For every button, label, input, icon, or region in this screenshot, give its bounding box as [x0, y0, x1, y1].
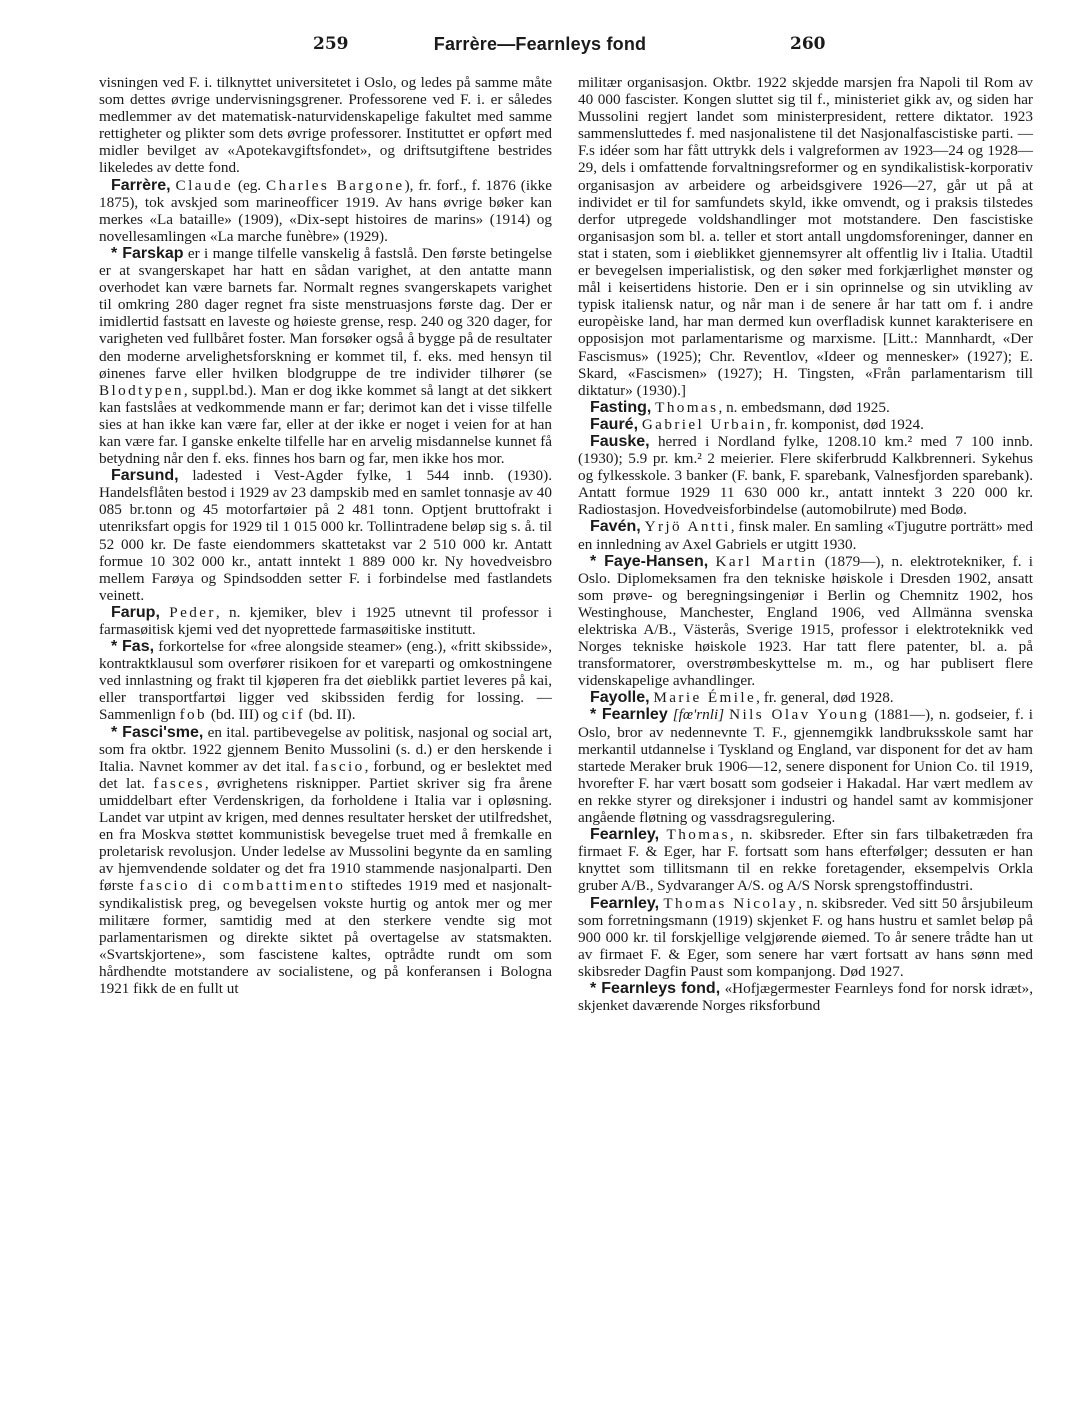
headword: Fearnley,: [590, 894, 660, 912]
spaced-name: Marie Émile: [653, 689, 757, 707]
entry-text: forkortelse for «free alongside steamer» (eng.), «fritt skibsside», kontraktklausul som overfører risikoen for et vareparti og omkostningene ved innlastning og frakt til kjøperen fra det øieblikk partiet leveres på kai, eller transportfartøi ligger ved skibssiden ferdig for lossing. — Sammenlign: [99, 638, 553, 724]
spaced-name: Peder: [169, 603, 216, 621]
entry-text: , forbund, og er beslektet med det lat.: [99, 757, 552, 792]
entry-farskap: [99, 245, 552, 467]
headword: Farsund,: [111, 467, 179, 485]
entry-text: «Hofjægermester Fearnleys fond for norsk idræt», skjenket daværende Norges riksforbund: [578, 979, 1034, 1015]
entry-text: , fr. komponist, død 1924.: [766, 415, 924, 433]
entry-faure: [578, 416, 1033, 433]
cross-reference: cif: [281, 706, 305, 724]
entry-fearnley-thomas-nicolay: [578, 895, 1033, 980]
spaced-term: fascio: [314, 757, 365, 775]
headword: * Fasci'sme,: [111, 723, 204, 741]
spaced-name: Nils Olav Young: [729, 706, 870, 724]
cross-reference: fob: [179, 706, 208, 724]
spaced-name: Karl Martin: [715, 552, 818, 570]
entry-text: , n. skibsreder. Efter sin fars tilbaketræden fra firmaet F. & Eger, har F. fortsatt som hans efterfølger; dessuten er han knyttet som tillitsmann til en rekke foretagender, eksempelvis Orkla gruber A/B., Sydvaranger A/S. og A/S Norsk sprengstoffindustri.: [578, 826, 1034, 895]
headword: Farup,: [111, 603, 160, 621]
entry-text: (bd. III) og: [207, 706, 282, 724]
entry-text: stiftedes 1919 med et nasjonalt-syndikalistisk preg, og bevegelsen vokste hurtig og antok mer og mer militære former, samtidig med at den sterkere vendte sig mot parlamentarismen og direkte siktet på overtagelse av statsmakten. «Svartskjortene», som fascistene kaltes, optrådte rundt om som hårdhendte motstandere av socialistene, og på konferansen i Bologna 1921 fikk de en fullt ut: [99, 877, 552, 997]
headword: * Fearnley: [590, 706, 668, 724]
headword: Fauske,: [590, 432, 650, 450]
entry-fasting: [578, 399, 1033, 416]
headword: Favén,: [590, 518, 641, 536]
headword: * Farskap: [111, 244, 184, 262]
spaced-term: fascio di combattimento: [139, 877, 346, 895]
entry-fearnley-nils: [578, 706, 1033, 826]
cross-reference: Blodtypen: [99, 381, 184, 399]
headword: Fauré,: [590, 415, 639, 433]
entry-fayolle: [578, 689, 1033, 706]
headword: Farrère,: [111, 176, 171, 194]
headword: * Faye-Hansen,: [590, 552, 709, 570]
phonetic-transcription: [fœ'rnli]: [672, 706, 725, 724]
entry-fas: [99, 638, 552, 723]
entry-faye-hansen: [578, 553, 1033, 690]
entry-fearnleys-fond: [578, 980, 1033, 1014]
entry-text: (1881—), n. godseier, f. i Oslo, bror av nedennevnte T. F., gjennemgikk landbruksskole samt har merkantil utdannelse i Tyskland og England, var disponent for det av ham startede Meraker bruk 1906—12, senere disponent for Union Co. til 1919, hvorefter F. har vært bosatt som godseier i Hakadal. Har vært medlem av en rekke styrer og direksjoner i industri og handel samt av kommisjoner angående fløtning og vassdragsregulering.: [578, 706, 1034, 827]
entry-text: (bd. II).: [304, 706, 356, 724]
entry-text: militær organisasjon. Oktbr. 1922 skjedde marsjen fra Napoli til Rom av 40 000 fascister. Kongen sluttet sig til f., ministeriet gikk av, og siden har Mussolini regjert landet som ministerpresident, rettere diktator. 1923 sammensluttedes f. med nasjonalistene til det Nasjonalfascistiske parti. — F.s idéer som har fått uttrykk dels i valgreformen av 1923—24 og 1928—29, dels i omfattende forvaltningsreformer og en syndikalistisk-korporativ organisasjon av arbeidere og arbeidsgivere 1926—27, går ut på at individet er til for samfundets skyld, ikke omvendt, og i praksis tilstedes derfor utpregede voldshandlinger mot motstandere. Den fascistiske organisasjon som bl. a. teller et stort antall ungdomsforeninger, danner en stat i staten, som i øieblikket gjennemsyrer alt offentlig liv i Italia. Utadtil er bevegelsen imperialistisk, og den søker med forkjærlighet mønster og mål i keisertidens historie. Den er i sin oprinnelse og sin utvikling av typisk italiensk natur, og når man i de senere år har tatt om f. i andre europèiske land, har man dermed kun overfladisk kunnet karakterisere en opposisjon mot parlamentarisme og marxisme. [Litt.: Mannhardt, «Der Fascismus» (1925); Chr. Reventlov, «Ideer og mennesker» (1927); E. Skard, «Fascismen» (1927); H. Tingsten, «Från parlamentarism till diktatur» (1930).]: [578, 74, 1033, 399]
entry-faven: [578, 518, 1033, 552]
left-column: [99, 74, 552, 997]
entry-fascisme: [99, 724, 552, 998]
spaced-name: Yrjö Antti: [644, 518, 731, 536]
headword: Fayolle,: [590, 689, 650, 707]
entry-farup: [99, 604, 552, 638]
spaced-term: fasces: [153, 774, 205, 792]
entry-text: , finsk maler. En samling «Tjugutre porträtt» med en innledning av Axel Gabriels er utgitt 1930.: [578, 518, 1034, 553]
spaced-name: Thomas: [655, 398, 719, 416]
entry-text: ladested i Vest-Agder fylke, 1 544 innb. (1930). Handelsflåten bestod i 1929 av 23 dampskib med en samlet tonnasje av 40 085 br.tonn og 45 motorfartøier på 2 481 tonn. Optjent bruttofrakt i utenriksfart opgis for 1929 til 1 015 000 kr. Tollintradene beløp sig s. å. til 52 000 kr. De faste eiendommers skattetakst var 2 510 000 kr. Antatt formue 10 302 000 kr., antatt inntekt 1 889 000 kr. Ny hovedveisbro mellem Farøya og Spindsodden setter F. i forbindelse med fastlandets veinett.: [99, 467, 552, 604]
spaced-name: Charles Bargone: [266, 176, 405, 194]
entry-text: ), fr. forf., f. 1876 (ikke 1875), tok avskjed som marineofficer 1919. Av hans øvrige bøker kan merkes «La bataille» (1909), «Dix-sept histoires de marins» (1914) og novellesamlingen «La marche funèbre» (1929).: [99, 176, 552, 245]
entry-continuation: [99, 74, 552, 177]
entry-text: , n. skibsreder. Ved sitt 50 årsjubileum som forretningsmann (1919) skjenket F. og hans hustru et samlet beløp på 900 000 kr. til forskjellige velgjørende øiemed. To år senere trådte han ut av firmaet F. & Eger, som senere har vært fortsatt av hans sønn med skibsreder Dagfin Paust som kompanjong. Død 1927.: [578, 894, 1034, 980]
right-column: [578, 74, 1033, 1014]
entry-text: (1879—), n. elektrotekniker, f. i Oslo. Diplomeksamen fra den tekniske høiskole i Dresden 1902, ansatt som prøve- og beregningsingeniør i Berlin og Chemnitz 1902, hos Westinghouse, Manchester, England 1906, ved Allmänna svenska elektriska A/B., Västerås, Sverige 1915, professor i elektroteknikk ved Norges tekniske høiskole 1923. Har tatt flere patenter, bl. a. på transformatorer, overstrømbeskyttelse m. m., og har publisert flere videnskapelige avhandlinger.: [578, 552, 1033, 690]
page-number-left: 259: [313, 34, 349, 54]
running-head: Farrère—Fearnleys fond: [433, 34, 647, 54]
entry-text: visningen ved F. i. tilknyttet universitetet i Oslo, og ledes på samme måte som dettes øvrige undervisningsgrener. Professorene ved F. i. er således medlemmer av det matematisk-naturvidenskapelige fakultet med samme rettigheter og plikter som dets øvrige professorer. Instituttet er opført med midler bevilget av «Apotekavgiftsfondet», og driftsutgiftene bestrides likeledes av dette fond.: [99, 74, 552, 177]
spaced-name: Claude: [175, 176, 233, 194]
entry-text: en ital. partibevegelse av politisk, nasjonal og social art, som fra oktbr. 1922 gjennem Benito Mussolini (s. d.) er den herskende i Italia. Navnet kommer av det ital.: [99, 723, 552, 775]
spaced-name: Gabriel Urbain: [641, 415, 767, 433]
entry-text: , fr. general, død 1928.: [756, 689, 894, 707]
headword: Fasting,: [590, 398, 652, 416]
entry-text: herred i Nordland fylke, 1208.10 km.² med 7 100 innb. (1930); 5.9 pr. km.² 2 meierier. Flere skiferbrudd Kalkbrenneri. Sykehus og fylkesskole. 3 banker (F. bank, F. sparebank, Valnesfjorden sparebank). Antatt formue 1929 11 630 000 kr., antatt inntekt 3 220 000 kr. Radiostasjon. Hovedveisforbindelse (automobilrute) med Bodø.: [578, 432, 1033, 519]
entry-text: (eg.: [232, 176, 267, 194]
headword: * Fearnleys fond,: [590, 979, 721, 997]
entry-farrere: [99, 177, 552, 245]
entry-text: , n. embedsmann, død 1925.: [718, 398, 890, 416]
entry-fauske: [578, 433, 1033, 518]
entry-text: er i mange tilfelle vanskelig å fastslå. Den første betingelse er at svangerskapet har hatt en sådan varighet, at den antatte mann overhodet kan være barnets far. Normalt regnes svangerskapets varighet til omkring 280 dager regnet fra siste menstruasjons første dag. Der er imidlertid fastsatt en laveste og høieste grense, resp. 240 og 320 dager, for varigheten ved fullbåret foster. Man forsøker også å bygge på de resultater den moderne arvelighetsforskning er kommet til, f. eks. med hensyn til øinenes farve eller hvilken blodgruppe de tre individer tilhører (se: [99, 244, 552, 382]
entry-text: , øvrighetens risknipper. Partiet skriver sig fra årene umiddelbart efter Verdenskrigen, da forholdene i Italia var i opløsning. Landet var utpint av krigen, med dennes resultater hersket der utilfredshet, en fra Moskva støttet kommunistisk bevegelse truet med å fremkalle en proletarisk revolusjon. Under ledelse av Mussolini begynte da en samling av hjemvendende soldater og det fra 1910 stammende nasjonalparti. Den første: [99, 774, 553, 895]
spaced-name: Thomas: [666, 826, 730, 844]
entry-continuation: [578, 74, 1033, 399]
spaced-name: Thomas Nicolay: [663, 894, 799, 912]
entry-fearnley-thomas: [578, 826, 1033, 894]
page-number-right: 260: [790, 34, 826, 54]
headword: Fearnley,: [590, 826, 660, 844]
entry-text: , suppl.bd.). Man er dog ikke kommet så langt at det sikkert kan fastslåes at vedkommende mann er far; derimot kan det i visse tilfelle sies at han ikke kan være far, eller at der ikke er noget i veien for at han kan være far. I ganske enkelte tilfelle har en arvelig misdannelse kunnet få betydning når den f. eks. finnes hos barn og far, men ikke hos mor.: [99, 381, 552, 468]
headword: * Fas,: [111, 638, 155, 656]
entry-farsund: [99, 467, 552, 604]
entry-text: , n. kjemiker, blev i 1925 utnevnt til professor i farmasøitisk kjemi ved det nyoprettede farmasøitiske institutt.: [99, 603, 553, 638]
